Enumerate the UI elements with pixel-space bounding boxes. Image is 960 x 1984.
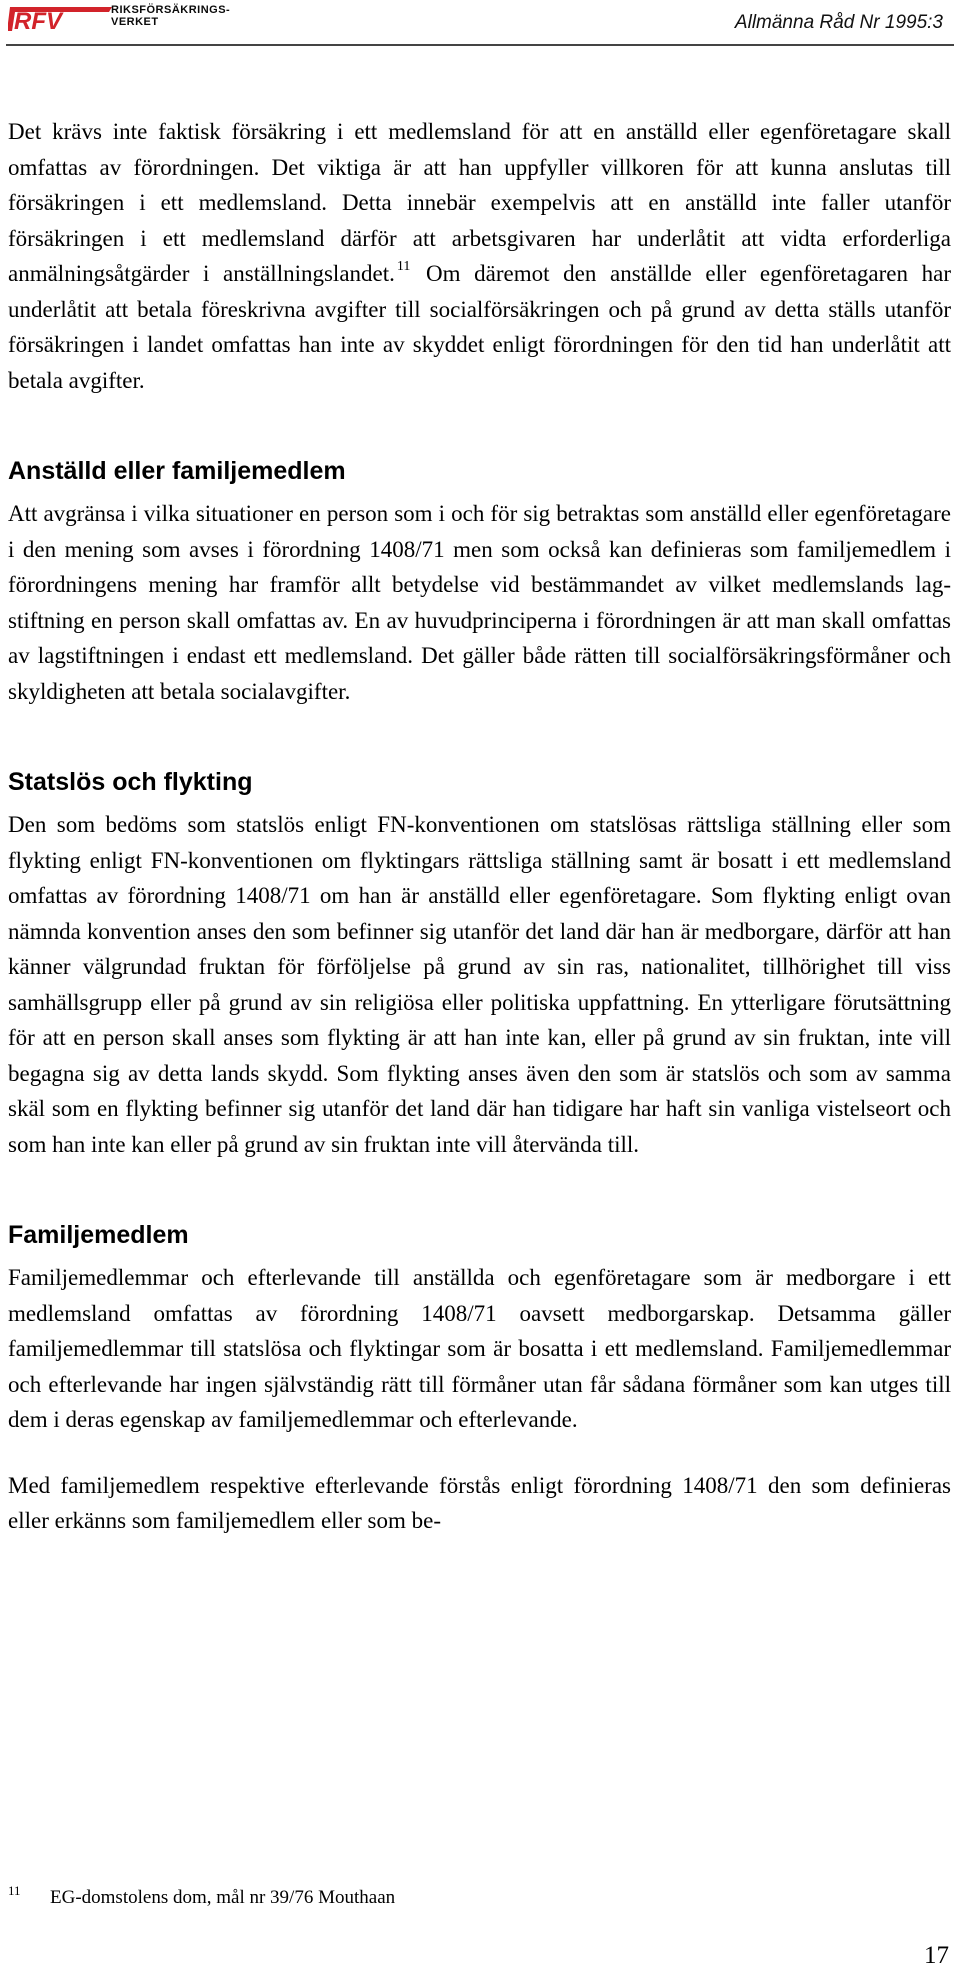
section-heading-employee-or-family: Anställd eller familjemedlem — [8, 457, 346, 485]
section-paragraph-stateless-refugee: Den som bedöms som statslös enligt FN-konventionen om statslösas rättsliga ställning eller som flykting enligt FN-konventionen om flyktingars rättsliga ställning samt är bosatt i ett medlemsland omfattas av förordning 1408/71 om han är anställd eller egenföretagare. Som flykting enligt ovan nämnda konvention anses den som befinner sig utanför det land där han är medborgare, därför att han känner välgrundad fruktan för förföljelse på grund av sin ras, nationalitet, tillhörighet till viss samhällsgrupp eller på grund av sin religiösa eller politiska uppfattning. En ytterligare förutsättning för att en person skall anses som flykting är att han inte kan, eller på grund av sin fruktan, inte vill begagna sig av detta lands skydd. Som flykting anses även den som är statslös och som av samma skäl som en flykting befinner sig utanför det land där han tidigare har haft sin vanliga vistelseort och som han inte kan eller på grund av sin fruktan inte vill återvända till. — [8, 812, 951, 1157]
page-number: 17 — [924, 1942, 949, 1969]
page-body — [8, 114, 951, 1539]
intro-text-part-1: Det krävs inte faktisk försäkring i ett medlemsland för att en anställd eller egenföretagare skall omfattas av förordningen. Det viktiga är att han uppfyller villkoren för att kunna anslutas till försäkringen i ett medlemsland. Detta innebär exempelvis att en anställd inte faller utanför försäkringen i ett medlemsland därför att arbetsgivaren har underlåtit att vidta erforderliga anmälningsåtgärder i anställningslandet. — [8, 119, 951, 286]
section-heading-family-member: Familjemedlem — [8, 1221, 189, 1249]
intro-text-part-2: Om däremot den anställde eller egenföretagaren har underlåtit att betala föreskrivna avgifter till socialförsäkringen och på grund av detta ställs utanför försäkringen i landet omfattas han inte av skyddet enligt förordningen för den tid han underlåtit att betala avgifter. — [8, 261, 951, 393]
footnote-reference[interactable]: 11 — [396, 259, 411, 274]
logo-text — [111, 4, 230, 28]
intro-paragraph — [8, 114, 951, 398]
section-heading-stateless-refugee: Statslös och flykting — [8, 768, 253, 796]
svg-text:RFV: RFV — [14, 8, 62, 34]
logo-line-1: RIKSFÖRSÄKRINGS- — [111, 4, 231, 16]
section-paragraph-employee-or-family: Att avgränsa i vilka situationer en person som i och för sig betraktas som anställd eller egenföretagare i den mening som avses i förordning 1408/71 men som också kan definieras som familjemedlem i förordningens mening har framför allt betydelse vid bestämmandet av vilket medlemslands lagstiftning en person skall omfattas av. En av huvudprinciperna i förordningen är att man skall omfattas av lagstiftningen i endast ett medlemsland. Det gäller både rätten till socialförsäkringsförmåner och skyldigheten att betala socialavgifter. — [8, 501, 951, 704]
logo-line-2: VERKET — [111, 16, 159, 28]
page-header — [0, 0, 960, 46]
report-title: Allmänna Råd Nr 1995:3 — [734, 12, 943, 33]
footnote-divider — [8, 1870, 208, 1871]
section-paragraph-family-member-1: Familjemedlemmar och efterlevande till anställda och egenföretagare som är medborgare i ett medlemsland omfattas av förordning 1408/71 oavsett medborgarskap. Detsamma gäller familjemedlemmar till statslösa och flyktingar som är bosatta i ett medlemsland. Familjemedlemmar och efterlevande har ingen självständig rätt till förmåner utan får sådana förmåner som kan utges till dem i deras egenskap av familjemedlemmar och efterlevande. — [8, 1265, 951, 1432]
section-paragraph-family-member-2: Med familjemedlem respektive efterlevande förstås enligt förordning 1408/71 den som definieras eller erkänns som familjemedlem eller som be- — [8, 1472, 951, 1533]
footnote-number: 11 — [8, 1883, 21, 1898]
header-divider — [6, 44, 954, 46]
footnote-text: EG-domstolens dom, mål nr 39/76 Mouthaan — [50, 1887, 396, 1908]
